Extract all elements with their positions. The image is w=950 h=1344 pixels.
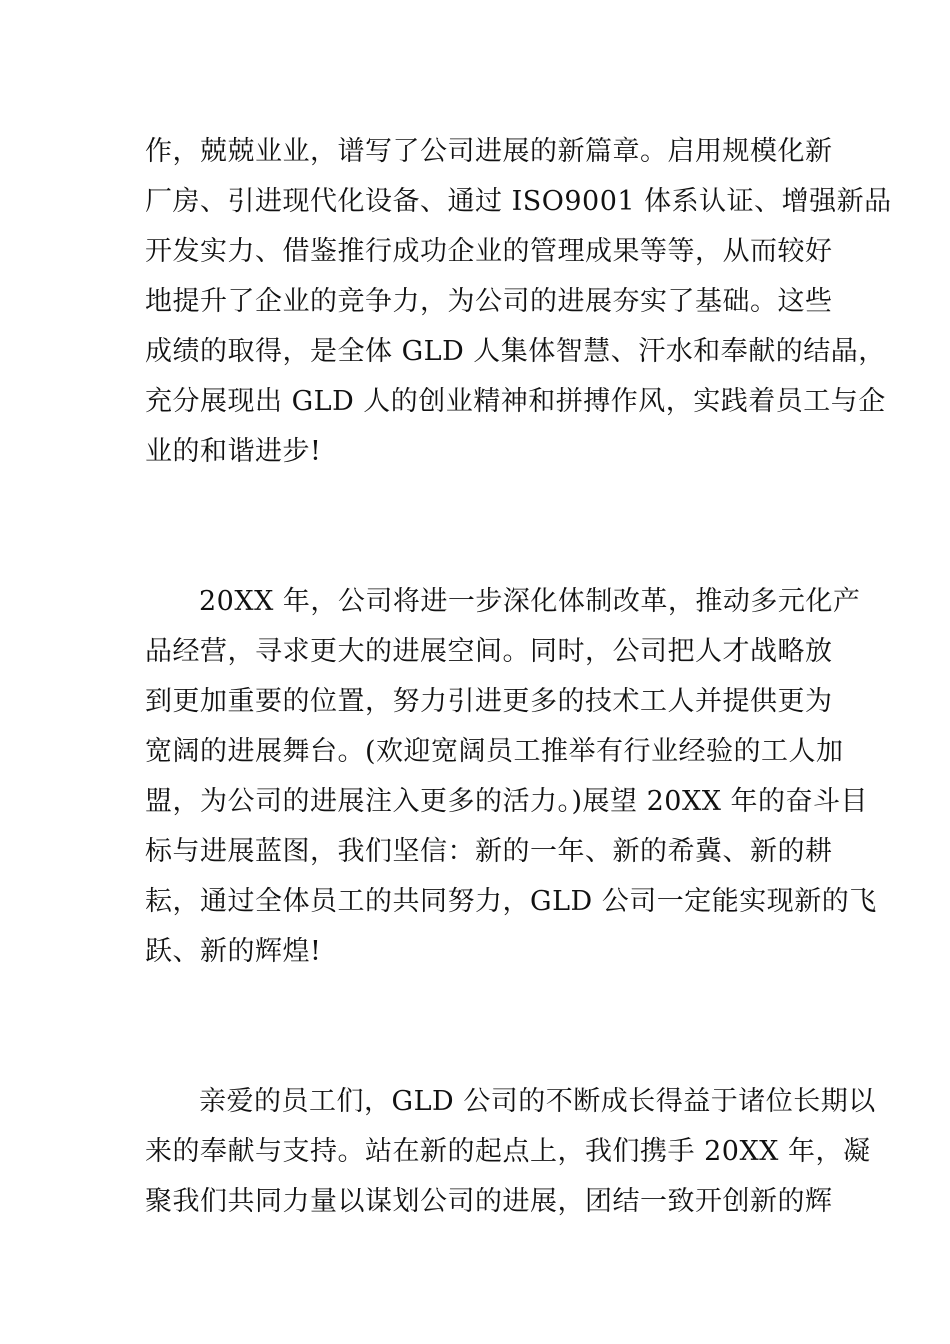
- paragraph-3-line-3: 聚我们共同力量以谋划公司的进展，团结一致开创新的辉: [145, 1186, 833, 1217]
- paragraph-1-line-7: 业的和谐进步!: [145, 436, 322, 467]
- paragraph-3-line-1: 亲爱的员工们，GLD 公司的不断成长得益于诸位长期以: [199, 1086, 876, 1117]
- paragraph-2-line-8: 跃、新的辉煌!: [145, 936, 322, 967]
- paragraph-2-line-5: 盟，为公司的进展注入更多的活力。)展望 20XX 年的奋斗目: [145, 786, 868, 817]
- paragraph-2-line-3: 到更加重要的位置，努力引进更多的技术工人并提供更为: [145, 686, 833, 717]
- paragraph-2-line-1: 20XX 年，公司将进一步深化体制改革，推动多元化产: [199, 586, 861, 617]
- paragraph-2-line-2: 品经营，寻求更大的进展空间。同时，公司把人才战略放: [145, 636, 833, 667]
- paragraph-2-line-7: 耘，通过全体员工的共同努力，GLD 公司一定能实现新的飞: [145, 886, 877, 917]
- paragraph-1-line-3: 开发实力、借鉴推行成功企业的管理成果等等，从而较好: [145, 236, 833, 267]
- paragraph-1-line-4: 地提升了企业的竞争力，为公司的进展夯实了基础。这些: [145, 286, 833, 317]
- paragraph-1-line-6: 充分展现出 GLD 人的创业精神和拼搏作风，实践着员工与企: [145, 386, 886, 417]
- paragraph-1-line-5: 成绩的取得，是全体 GLD 人集体智慧、汗水和奉献的结晶，: [145, 336, 886, 367]
- paragraph-1-line-1: 作，兢兢业业，谱写了公司进展的新篇章。启用规模化新: [145, 136, 833, 167]
- paragraph-2-line-6: 标与进展蓝图，我们坚信：新的一年、新的希冀、新的耕: [145, 836, 833, 867]
- paragraph-3-line-2: 来的奉献与支持。站在新的起点上，我们携手 20XX 年，凝: [145, 1136, 871, 1167]
- paragraph-2-line-4: 宽阔的进展舞台。(欢迎宽阔员工推举有行业经验的工人加: [145, 736, 844, 767]
- paragraph-1-line-2: 厂房、引进现代化设备、通过 ISO9001 体系认证、增强新品: [145, 186, 892, 217]
